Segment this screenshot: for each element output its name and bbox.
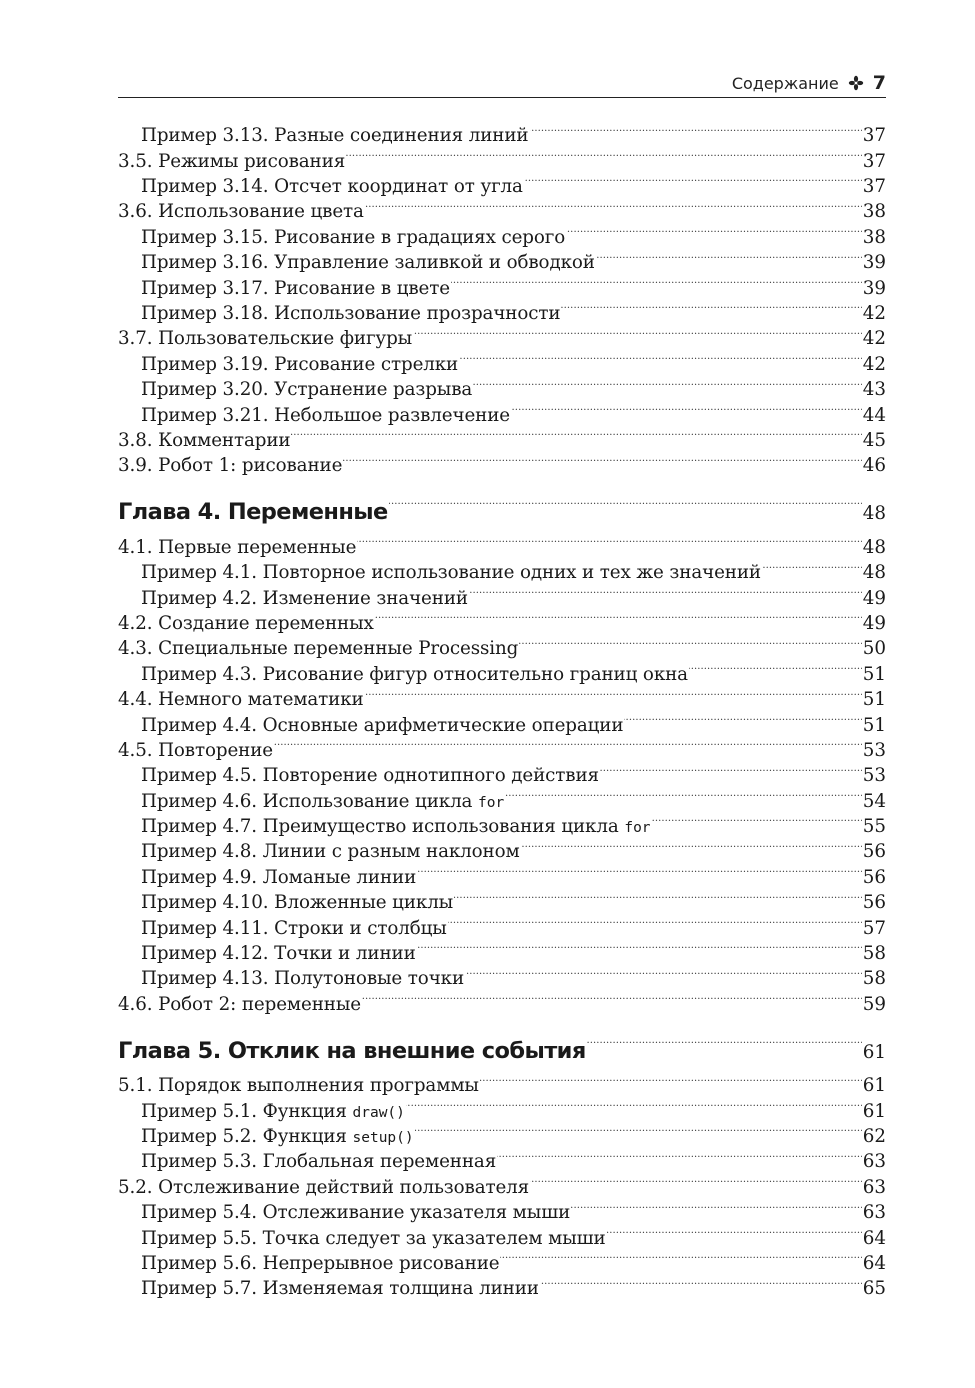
toc-entry-text: Пример 3.18. Использование прозрачности bbox=[141, 303, 561, 325]
toc-entry-text: Глава 4. Переменные bbox=[118, 499, 388, 526]
ornament-icon bbox=[848, 75, 864, 91]
toc-entry-text: Пример 3.13. Разные соединения линий bbox=[141, 125, 529, 147]
toc-entry-code: draw() bbox=[352, 1104, 405, 1121]
toc-section bbox=[118, 199, 886, 224]
toc-page-number: 48 bbox=[862, 503, 886, 525]
dot-leader bbox=[521, 839, 862, 857]
toc-entry-title bbox=[141, 301, 560, 326]
toc-entry-text: Пример 4.1. Повторное использование одних и тех же значений bbox=[141, 562, 761, 584]
toc-page-number: 42 bbox=[862, 303, 886, 325]
toc-example bbox=[118, 402, 886, 427]
toc-entry-text: 5.1. Порядок выполнения программы bbox=[118, 1075, 479, 1097]
toc-page-number: 65 bbox=[862, 1278, 886, 1300]
toc-entry-title bbox=[141, 586, 468, 611]
dot-leader bbox=[415, 1124, 862, 1142]
toc-example bbox=[118, 1225, 886, 1250]
toc-page-number: 38 bbox=[862, 226, 886, 248]
dot-leader bbox=[473, 377, 862, 395]
toc-page-number: 49 bbox=[862, 587, 886, 609]
toc-page-number: 55 bbox=[862, 816, 886, 838]
dot-leader bbox=[530, 123, 862, 141]
toc-entry-title bbox=[141, 865, 416, 890]
toc-page-number: 44 bbox=[862, 404, 886, 426]
toc-example bbox=[118, 763, 886, 788]
toc-entry-text: 4.2. Создание переменных bbox=[118, 612, 374, 634]
dot-leader bbox=[365, 687, 862, 705]
toc-page-number: 51 bbox=[862, 714, 886, 736]
toc-example bbox=[118, 890, 886, 915]
toc-section bbox=[118, 687, 886, 712]
toc-page-number: 63 bbox=[862, 1176, 886, 1198]
table-of-contents bbox=[118, 123, 886, 1301]
dot-leader bbox=[365, 199, 862, 217]
dot-leader bbox=[540, 1276, 862, 1294]
dot-leader bbox=[291, 428, 861, 446]
toc-entry-text: Пример 3.20. Устранение разрыва bbox=[141, 379, 473, 401]
running-header bbox=[118, 68, 886, 98]
toc-example bbox=[118, 915, 886, 940]
toc-entry-text: Пример 4.7. Преимущество использования цикла bbox=[141, 816, 625, 838]
dot-leader bbox=[406, 1098, 862, 1116]
toc-entry-text: 4.6. Робот 2: переменные bbox=[118, 993, 361, 1015]
toc-example bbox=[118, 1276, 886, 1301]
dot-leader bbox=[274, 738, 862, 756]
toc-page-number: 39 bbox=[862, 277, 886, 299]
dot-leader bbox=[417, 865, 862, 883]
dot-leader bbox=[459, 352, 862, 370]
dot-leader bbox=[454, 890, 862, 908]
dot-leader bbox=[417, 941, 862, 959]
toc-entry-text: 3.5. Режимы рисования bbox=[118, 150, 346, 172]
toc-example bbox=[118, 301, 886, 326]
toc-entry-text: Пример 3.14. Отсчет координат от угла bbox=[141, 176, 523, 198]
toc-entry-title bbox=[141, 123, 529, 148]
toc-entry-title bbox=[141, 1099, 405, 1124]
toc-entry-title bbox=[118, 992, 361, 1017]
toc-entry-text: 3.6. Использование цвета bbox=[118, 201, 364, 223]
toc-section bbox=[118, 148, 886, 173]
dot-leader bbox=[566, 225, 862, 243]
dot-leader bbox=[480, 1073, 862, 1091]
page-number: 7 bbox=[872, 72, 886, 94]
toc-example bbox=[118, 225, 886, 250]
toc-entry-text: Пример 4.5. Повторение однотипного действия bbox=[141, 765, 599, 787]
toc-example bbox=[118, 1124, 886, 1149]
toc-entry-text: Пример 4.3. Рисование фигур относительно границ окна bbox=[141, 663, 688, 685]
toc-entry-title bbox=[141, 763, 599, 788]
toc-example bbox=[118, 1200, 886, 1225]
toc-entry-text: Пример 5.6. Непрерывное рисование bbox=[141, 1252, 500, 1274]
toc-entry-code: for bbox=[624, 820, 651, 837]
toc-entry-text: Пример 3.19. Рисование стрелки bbox=[141, 353, 459, 375]
toc-example bbox=[118, 174, 886, 199]
dot-leader bbox=[571, 1200, 862, 1218]
toc-entry-text: 4.1. Первые переменные bbox=[118, 536, 357, 558]
toc-page-number: 48 bbox=[862, 562, 886, 584]
toc-page-number: 42 bbox=[862, 328, 886, 350]
dot-leader bbox=[524, 174, 862, 192]
toc-example bbox=[118, 123, 886, 148]
dot-leader bbox=[587, 1040, 862, 1058]
toc-chapter bbox=[118, 495, 886, 529]
dot-leader bbox=[362, 992, 862, 1010]
toc-entry-text: Пример 4.8. Линии с разным наклоном bbox=[141, 841, 520, 863]
toc-example bbox=[118, 250, 886, 275]
toc-page-number: 51 bbox=[862, 663, 886, 685]
toc-section bbox=[118, 326, 886, 351]
toc-entry-code: for bbox=[478, 794, 505, 811]
toc-example bbox=[118, 1251, 886, 1276]
toc-section bbox=[118, 636, 886, 661]
toc-entry-title bbox=[118, 738, 273, 763]
header-rule bbox=[118, 97, 886, 98]
toc-page-number: 61 bbox=[862, 1100, 886, 1122]
dot-leader bbox=[389, 501, 862, 519]
toc-entry-title bbox=[141, 250, 595, 275]
toc-example bbox=[118, 1149, 886, 1174]
toc-entry-title bbox=[118, 149, 345, 174]
dot-leader bbox=[596, 250, 862, 268]
toc-entry-title bbox=[118, 1175, 529, 1200]
dot-leader bbox=[357, 534, 861, 552]
toc-page-number: 57 bbox=[862, 917, 886, 939]
toc-example bbox=[118, 585, 886, 610]
toc-entry-text: Пример 4.9. Ломаные линии bbox=[141, 866, 417, 888]
toc-page-number: 61 bbox=[862, 1075, 886, 1097]
toc-chapter bbox=[118, 1034, 886, 1068]
toc-entry-text: 3.9. Робот 1: рисование bbox=[118, 455, 343, 477]
toc-entry-text: Пример 5.3. Глобальная переменная bbox=[141, 1151, 497, 1173]
running-header-title: Содержание bbox=[731, 73, 839, 93]
toc-entry-title bbox=[141, 966, 464, 991]
dot-leader bbox=[511, 402, 862, 420]
toc-entry-title bbox=[141, 1124, 414, 1149]
toc-section bbox=[118, 738, 886, 763]
toc-section bbox=[118, 1073, 886, 1098]
toc-example bbox=[118, 788, 886, 813]
toc-entry-title bbox=[141, 1276, 539, 1301]
dot-leader bbox=[519, 636, 862, 654]
toc-page-number: 61 bbox=[862, 1041, 886, 1063]
toc-page-number: 62 bbox=[862, 1125, 886, 1147]
toc-page-number: 59 bbox=[862, 993, 886, 1015]
toc-page-number: 64 bbox=[862, 1252, 886, 1274]
toc-entry-title bbox=[141, 403, 510, 428]
toc-entry-title bbox=[141, 713, 623, 738]
toc-entry-title bbox=[141, 225, 565, 250]
dot-leader bbox=[469, 585, 862, 603]
toc-entry-text: 4.4. Немного математики bbox=[118, 689, 364, 711]
toc-entry-title bbox=[141, 941, 416, 966]
toc-page-number: 42 bbox=[862, 353, 886, 375]
toc-example bbox=[118, 275, 886, 300]
toc-entry-title bbox=[118, 495, 388, 529]
toc-entry-title bbox=[141, 174, 523, 199]
toc-entry-text: 4.5. Повторение bbox=[118, 739, 273, 761]
toc-entry-title bbox=[118, 1034, 586, 1068]
toc-entry-title bbox=[141, 560, 761, 585]
dot-leader bbox=[500, 1251, 861, 1269]
toc-entry-title bbox=[141, 916, 447, 941]
toc-page-number: 53 bbox=[862, 765, 886, 787]
toc-page-number: 48 bbox=[862, 536, 886, 558]
toc-entry-title bbox=[141, 1149, 496, 1174]
toc-entry-text: Пример 4.6. Использование цикла bbox=[141, 790, 479, 812]
toc-entry-text: Пример 5.2. Функция bbox=[141, 1125, 353, 1147]
toc-entry-title bbox=[141, 1226, 606, 1251]
toc-page-number: 64 bbox=[862, 1227, 886, 1249]
toc-page-number: 53 bbox=[862, 739, 886, 761]
toc-entry-text: 3.7. Пользовательские фигуры bbox=[118, 328, 413, 350]
toc-page-number: 63 bbox=[862, 1202, 886, 1224]
toc-page-number: 38 bbox=[862, 201, 886, 223]
toc-entry-title bbox=[141, 662, 688, 687]
dot-leader bbox=[561, 301, 861, 319]
toc-entry-title bbox=[141, 890, 453, 915]
toc-page-number: 56 bbox=[862, 841, 886, 863]
toc-example bbox=[118, 661, 886, 686]
toc-entry-text: Пример 3.15. Рисование в градациях серого bbox=[141, 226, 566, 248]
toc-entry-text: Пример 4.2. Изменение значений bbox=[141, 587, 468, 609]
toc-entry-title bbox=[141, 789, 504, 814]
toc-section bbox=[118, 611, 886, 636]
toc-page-number: 39 bbox=[862, 252, 886, 274]
dot-leader bbox=[530, 1174, 862, 1192]
toc-entry-code: setup() bbox=[352, 1129, 414, 1146]
dot-leader bbox=[600, 763, 862, 781]
toc-section bbox=[118, 1174, 886, 1199]
toc-example bbox=[118, 560, 886, 585]
toc-section bbox=[118, 428, 886, 453]
toc-entry-text: Пример 3.21. Небольшое развлечение bbox=[141, 404, 510, 426]
toc-section bbox=[118, 534, 886, 559]
dot-leader bbox=[343, 453, 861, 471]
dot-leader bbox=[413, 326, 862, 344]
dot-leader bbox=[652, 814, 862, 832]
toc-entry-text: 5.2. Отслеживание действий пользователя bbox=[118, 1176, 530, 1198]
toc-example bbox=[118, 1098, 886, 1123]
toc-example bbox=[118, 377, 886, 402]
toc-entry-title bbox=[118, 428, 290, 453]
toc-entry-title bbox=[118, 611, 374, 636]
toc-entry-text: Пример 5.7. Изменяемая толщина линии bbox=[141, 1278, 539, 1300]
toc-page-number: 56 bbox=[862, 866, 886, 888]
toc-entry-text: Пример 5.1. Функция bbox=[141, 1100, 353, 1122]
toc-entry-text: 4.3. Специальные переменные Processing bbox=[118, 638, 519, 660]
toc-entry-title bbox=[118, 1073, 479, 1098]
toc-entry-title bbox=[118, 535, 356, 560]
toc-entry-title bbox=[118, 453, 342, 478]
toc-page-number: 51 bbox=[862, 689, 886, 711]
dot-leader bbox=[497, 1149, 862, 1167]
toc-entry-text: Пример 5.4. Отслеживание указателя мыши bbox=[141, 1202, 571, 1224]
toc-example bbox=[118, 814, 886, 839]
toc-example bbox=[118, 352, 886, 377]
toc-entry-text: Пример 4.10. Вложенные циклы bbox=[141, 892, 454, 914]
toc-entry-title bbox=[141, 377, 472, 402]
toc-page-number: 50 bbox=[862, 638, 886, 660]
toc-example bbox=[118, 865, 886, 890]
dot-leader bbox=[451, 275, 862, 293]
toc-entry-text: 3.8. Комментарии bbox=[118, 429, 291, 451]
toc-page-number: 54 bbox=[862, 790, 886, 812]
toc-entry-text: Пример 4.4. Основные арифметические операции bbox=[141, 714, 624, 736]
toc-page-number: 43 bbox=[862, 379, 886, 401]
toc-page-number: 58 bbox=[862, 943, 886, 965]
dot-leader bbox=[375, 611, 862, 629]
toc-entry-title bbox=[141, 1200, 570, 1225]
toc-page-number: 49 bbox=[862, 612, 886, 634]
toc-page-number: 46 bbox=[862, 455, 886, 477]
toc-section bbox=[118, 453, 886, 478]
toc-page-number: 45 bbox=[862, 429, 886, 451]
dot-leader bbox=[689, 661, 862, 679]
toc-entry-title bbox=[118, 687, 364, 712]
toc-page-number: 63 bbox=[862, 1151, 886, 1173]
toc-entry-title bbox=[118, 199, 364, 224]
dot-leader bbox=[762, 560, 862, 578]
dot-leader bbox=[505, 788, 861, 806]
toc-page-number: 56 bbox=[862, 892, 886, 914]
dot-leader bbox=[607, 1225, 862, 1243]
toc-entry-title bbox=[141, 839, 520, 864]
toc-entry-text: Пример 4.12. Точки и линии bbox=[141, 943, 416, 965]
toc-entry-title bbox=[118, 326, 412, 351]
dot-leader bbox=[624, 712, 861, 730]
toc-entry-title bbox=[141, 1251, 499, 1276]
toc-entry-title bbox=[141, 814, 651, 839]
toc-example bbox=[118, 839, 886, 864]
dot-leader bbox=[346, 148, 862, 166]
toc-example bbox=[118, 966, 886, 991]
toc-entry-text: Пример 3.16. Управление заливкой и обводкой bbox=[141, 252, 595, 274]
toc-entry-text: Пример 4.13. Полутоновые точки bbox=[141, 968, 465, 990]
toc-page-number: 37 bbox=[862, 176, 886, 198]
toc-example bbox=[118, 712, 886, 737]
toc-entry-text: Пример 4.11. Строки и столбцы bbox=[141, 917, 447, 939]
toc-entry-title bbox=[141, 352, 458, 377]
toc-entry-title bbox=[141, 276, 450, 301]
toc-entry-title bbox=[118, 636, 518, 661]
toc-example bbox=[118, 941, 886, 966]
toc-page-number: 37 bbox=[862, 125, 886, 147]
toc-entry-text: Пример 3.17. Рисование в цвете bbox=[141, 277, 450, 299]
toc-entry-text: Глава 5. Отклик на внешние события bbox=[118, 1037, 586, 1064]
toc-page-number: 37 bbox=[862, 150, 886, 172]
dot-leader bbox=[448, 915, 862, 933]
toc-section bbox=[118, 992, 886, 1017]
toc-entry-text: Пример 5.5. Точка следует за указателем мыши bbox=[141, 1227, 606, 1249]
toc-page-number: 58 bbox=[862, 968, 886, 990]
dot-leader bbox=[465, 966, 862, 984]
